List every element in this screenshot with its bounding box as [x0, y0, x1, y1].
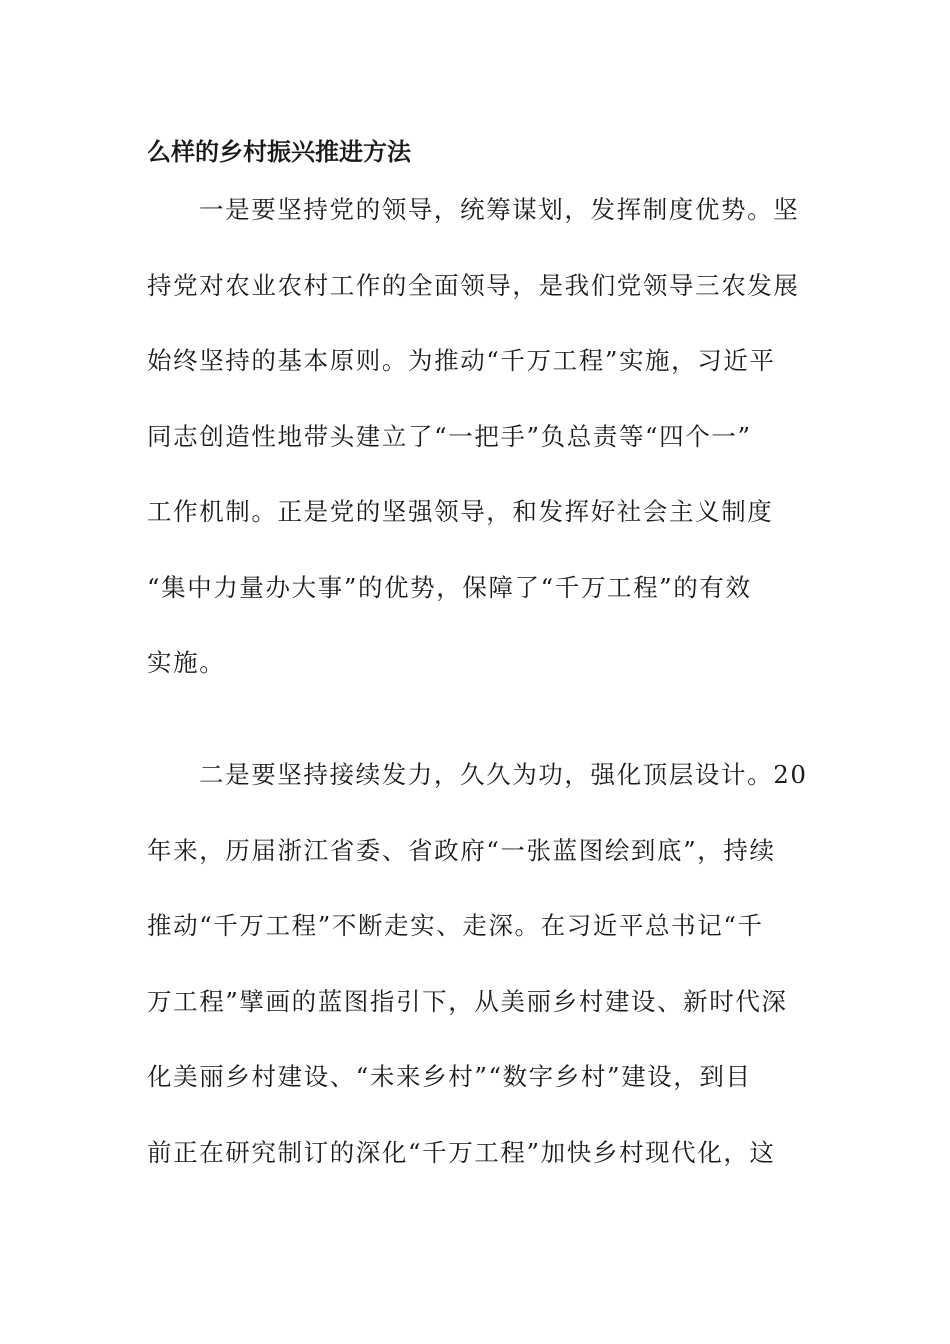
- paragraph-1: [147, 190, 800, 719]
- paragraph-line: 化美丽乡村建设、“未来乡村”“数字乡村”建设，到目: [147, 1062, 752, 1091]
- paragraph-line: 前正在研究制订的深化“千万工程”加快乡村现代化，这: [147, 1137, 776, 1167]
- paragraph-line: 同志创造性地带头建立了“一把手”负总责等“四个一”: [147, 421, 752, 451]
- paragraph-line: 年来，历届浙江省委、省政府“一张蓝图绘到底”，持续: [147, 835, 776, 865]
- paragraph-line: 工作机制。正是党的坚强领导，和发挥好社会主义制度: [147, 497, 774, 526]
- paragraph-line: 二是要坚持接续发力，久久为功，强化顶层设计。20: [199, 760, 808, 789]
- paragraph-line: 始终坚持的基本原则。为推动“千万工程”实施，习近平: [147, 346, 776, 375]
- paragraph-line: 持党对农业农村工作的全面领导，是我们党领导三农发展: [147, 270, 800, 300]
- paragraph-line: 实施。: [147, 648, 226, 677]
- paragraph-line: “集中力量办大事”的优势，保障了“千万工程”的有效: [147, 572, 752, 602]
- paragraph-line: 推动“千万工程”不断走实、走深。在习近平总书记“千: [147, 911, 764, 940]
- paragraph-line: 一是要坚持党的领导，统筹谋划，发挥制度优势。坚: [199, 195, 800, 224]
- section-heading: 么样的乡村振兴推进方法: [147, 138, 411, 166]
- paragraph-2: [147, 755, 808, 1208]
- paragraph-line: 万工程”擘画的蓝图指引下，从美丽乡村建设、新时代深: [147, 986, 788, 1016]
